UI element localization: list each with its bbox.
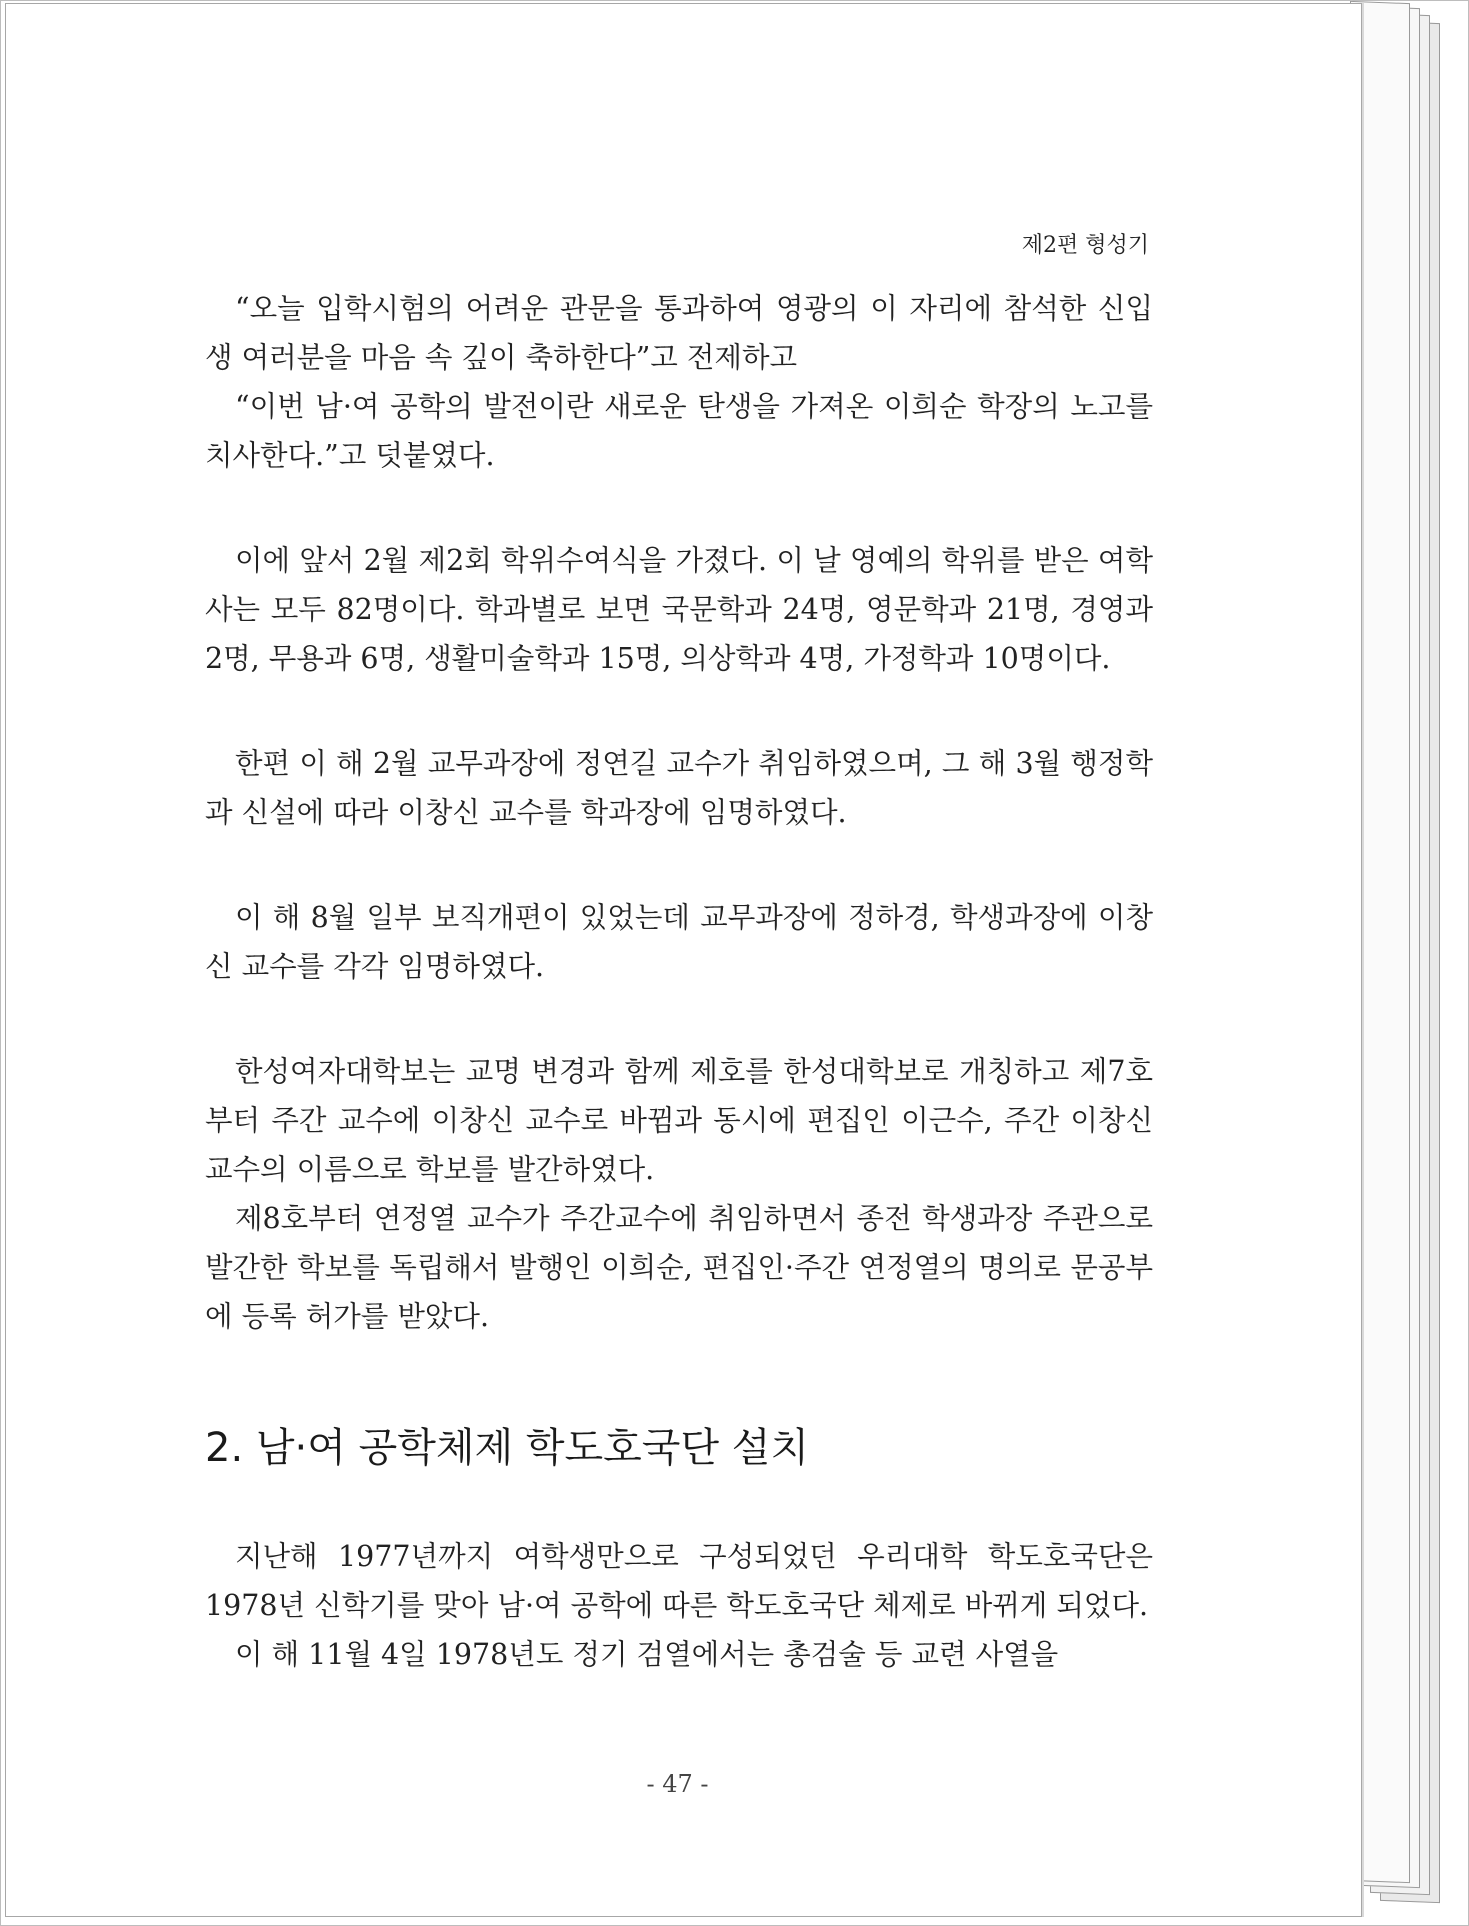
paragraph-newspaper-1: 한성여자대학보는 교명 변경과 함께 제호를 한성대학보로 개칭하고 제7호부터 주간 교수에 이창신 교수로 바뀜과 동시에 편집인 이근수, 주간 이창신 교수의 이름으로 학보를 발간하였다. [205, 1055, 1153, 1186]
page-body [205, 284, 1153, 1679]
paragraph-reorganization: 이 해 8월 일부 보직개편이 있었는데 교무과장에 정하경, 학생과장에 이창신 교수를 각각 임명하였다. [205, 901, 1153, 983]
paragraph-corps-1: 지난해 1977년까지 여학생만으로 구성되었던 우리대학 학도호국단은 1978년 신학기를 맞아 남·여 공학에 따른 학도호국단 체제로 바뀌게 되었다. [205, 1540, 1153, 1622]
paragraph-quote-1: “오늘 입학시험의 어려운 관문을 통과하여 영광의 이 자리에 참석한 신입생 여러분을 마음 속 깊이 축하한다”고 전제하고 [205, 292, 1153, 374]
paragraph-quote-2: “이번 남·여 공학의 발전이란 새로운 탄생을 가져온 이희순 학장의 노고를 치사한다.”고 덧붙였다. [205, 390, 1153, 472]
paragraph-appointment: 한편 이 해 2월 교무과장에 정연길 교수가 취임하였으며, 그 해 3월 행정학과 신설에 따라 이창신 교수를 학과장에 임명하였다. [205, 747, 1153, 829]
paragraph-newspaper-2: 제8호부터 연정열 교수가 주간교수에 취임하면서 종전 학생과장 주관으로 발간한 학보를 독립해서 발행인 이희순, 편집인·주간 연정열의 명의로 문공부에 등록 허가를 받았다. [205, 1202, 1153, 1333]
paragraph-corps-2: 이 해 11월 4일 1978년도 정기 검열에서는 총검술 등 교련 사열을 [235, 1638, 1059, 1671]
section-heading: 2. 남·여 공학체제 학도호국단 설치 [205, 1425, 810, 1471]
book-page [5, 3, 1362, 1917]
running-header: 제2편 형성기 [1021, 233, 1149, 258]
page-number: - 47 - [646, 1770, 709, 1798]
paragraph-graduation: 이에 앞서 2월 제2회 학위수여식을 가졌다. 이 날 영예의 학위를 받은 여학사는 모두 82명이다. 학과별로 보면 국문학과 24명, 영문학과 21명, 경영과 2명, 무용과 6명, 생활미술학과 15명, 의상학과 4명, 가정학과 10명이다. [205, 544, 1153, 675]
